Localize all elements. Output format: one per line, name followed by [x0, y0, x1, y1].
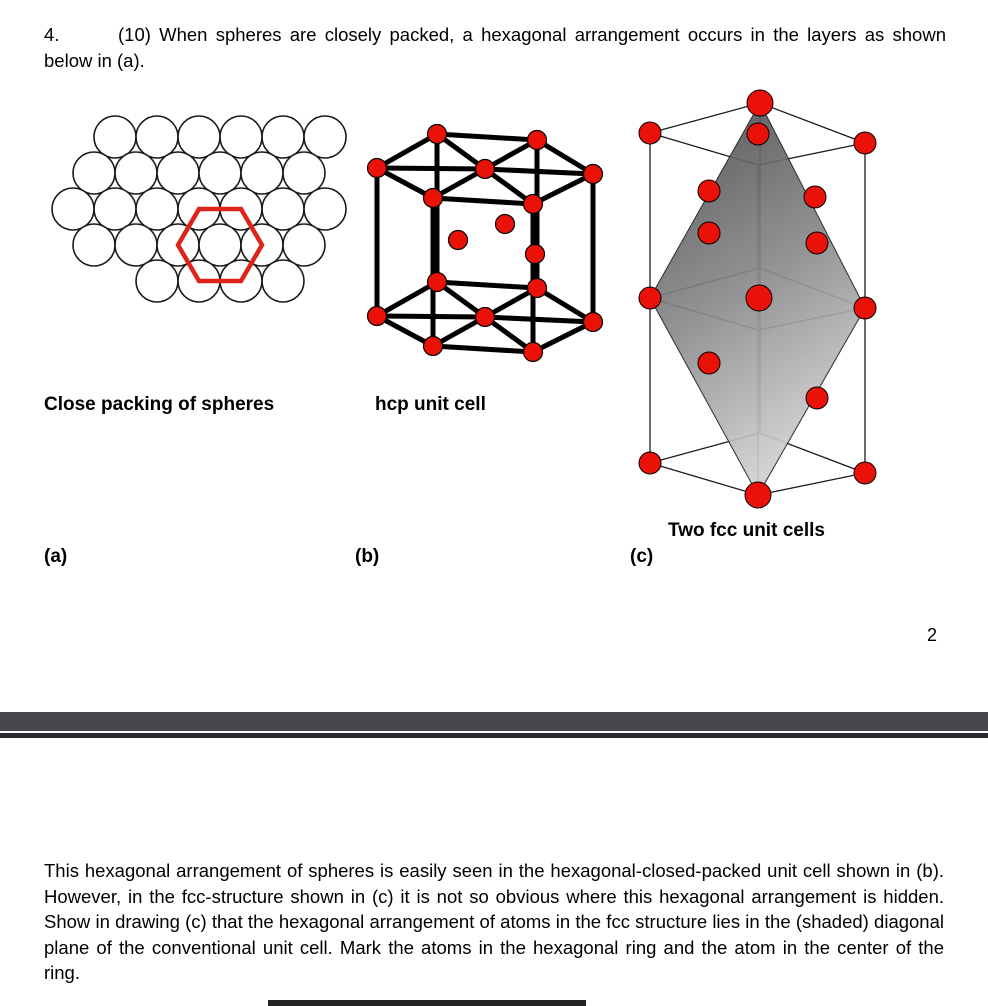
figure-label-b: (b) — [355, 546, 380, 567]
cutoff-content-line — [268, 1000, 586, 1006]
page-break-bar-thin — [0, 733, 988, 738]
question-paragraph — [44, 22, 946, 73]
page-number: 2 — [927, 625, 938, 645]
page-break-bar-thick — [0, 712, 988, 731]
fcc-unit-cells-figure — [625, 85, 895, 515]
question-text: (10) When spheres are closely packed, a hexagonal arrangement occurs in the layers as shown below in (a). — [44, 24, 946, 71]
caption-hcp: hcp unit cell — [375, 394, 486, 415]
caption-close-packing: Close packing of spheres — [44, 394, 275, 415]
close-packing-figure — [42, 113, 352, 333]
figure-label-c: (c) — [630, 546, 654, 567]
followup-paragraph: This hexagonal arrangement of spheres is easily seen in the hexagonal-closed-packed unit cell shown in (b). However, in the fcc-structure shown in (c) it is not so obvious where this hexagonal arrangement is hidden. Show in drawing (c) that the hexagonal arrangement of atoms in the fcc structure lies in the (shaded) diagonal plane of the conventional unit cell. Mark the atoms in the hexagonal ring and the atom in the center of the ring. — [44, 860, 944, 983]
caption-fcc: Two fcc unit cells — [668, 520, 825, 541]
hcp-unit-cell-figure — [365, 116, 615, 366]
question-number: 4. — [44, 24, 60, 45]
figure-label-a: (a) — [44, 546, 68, 567]
